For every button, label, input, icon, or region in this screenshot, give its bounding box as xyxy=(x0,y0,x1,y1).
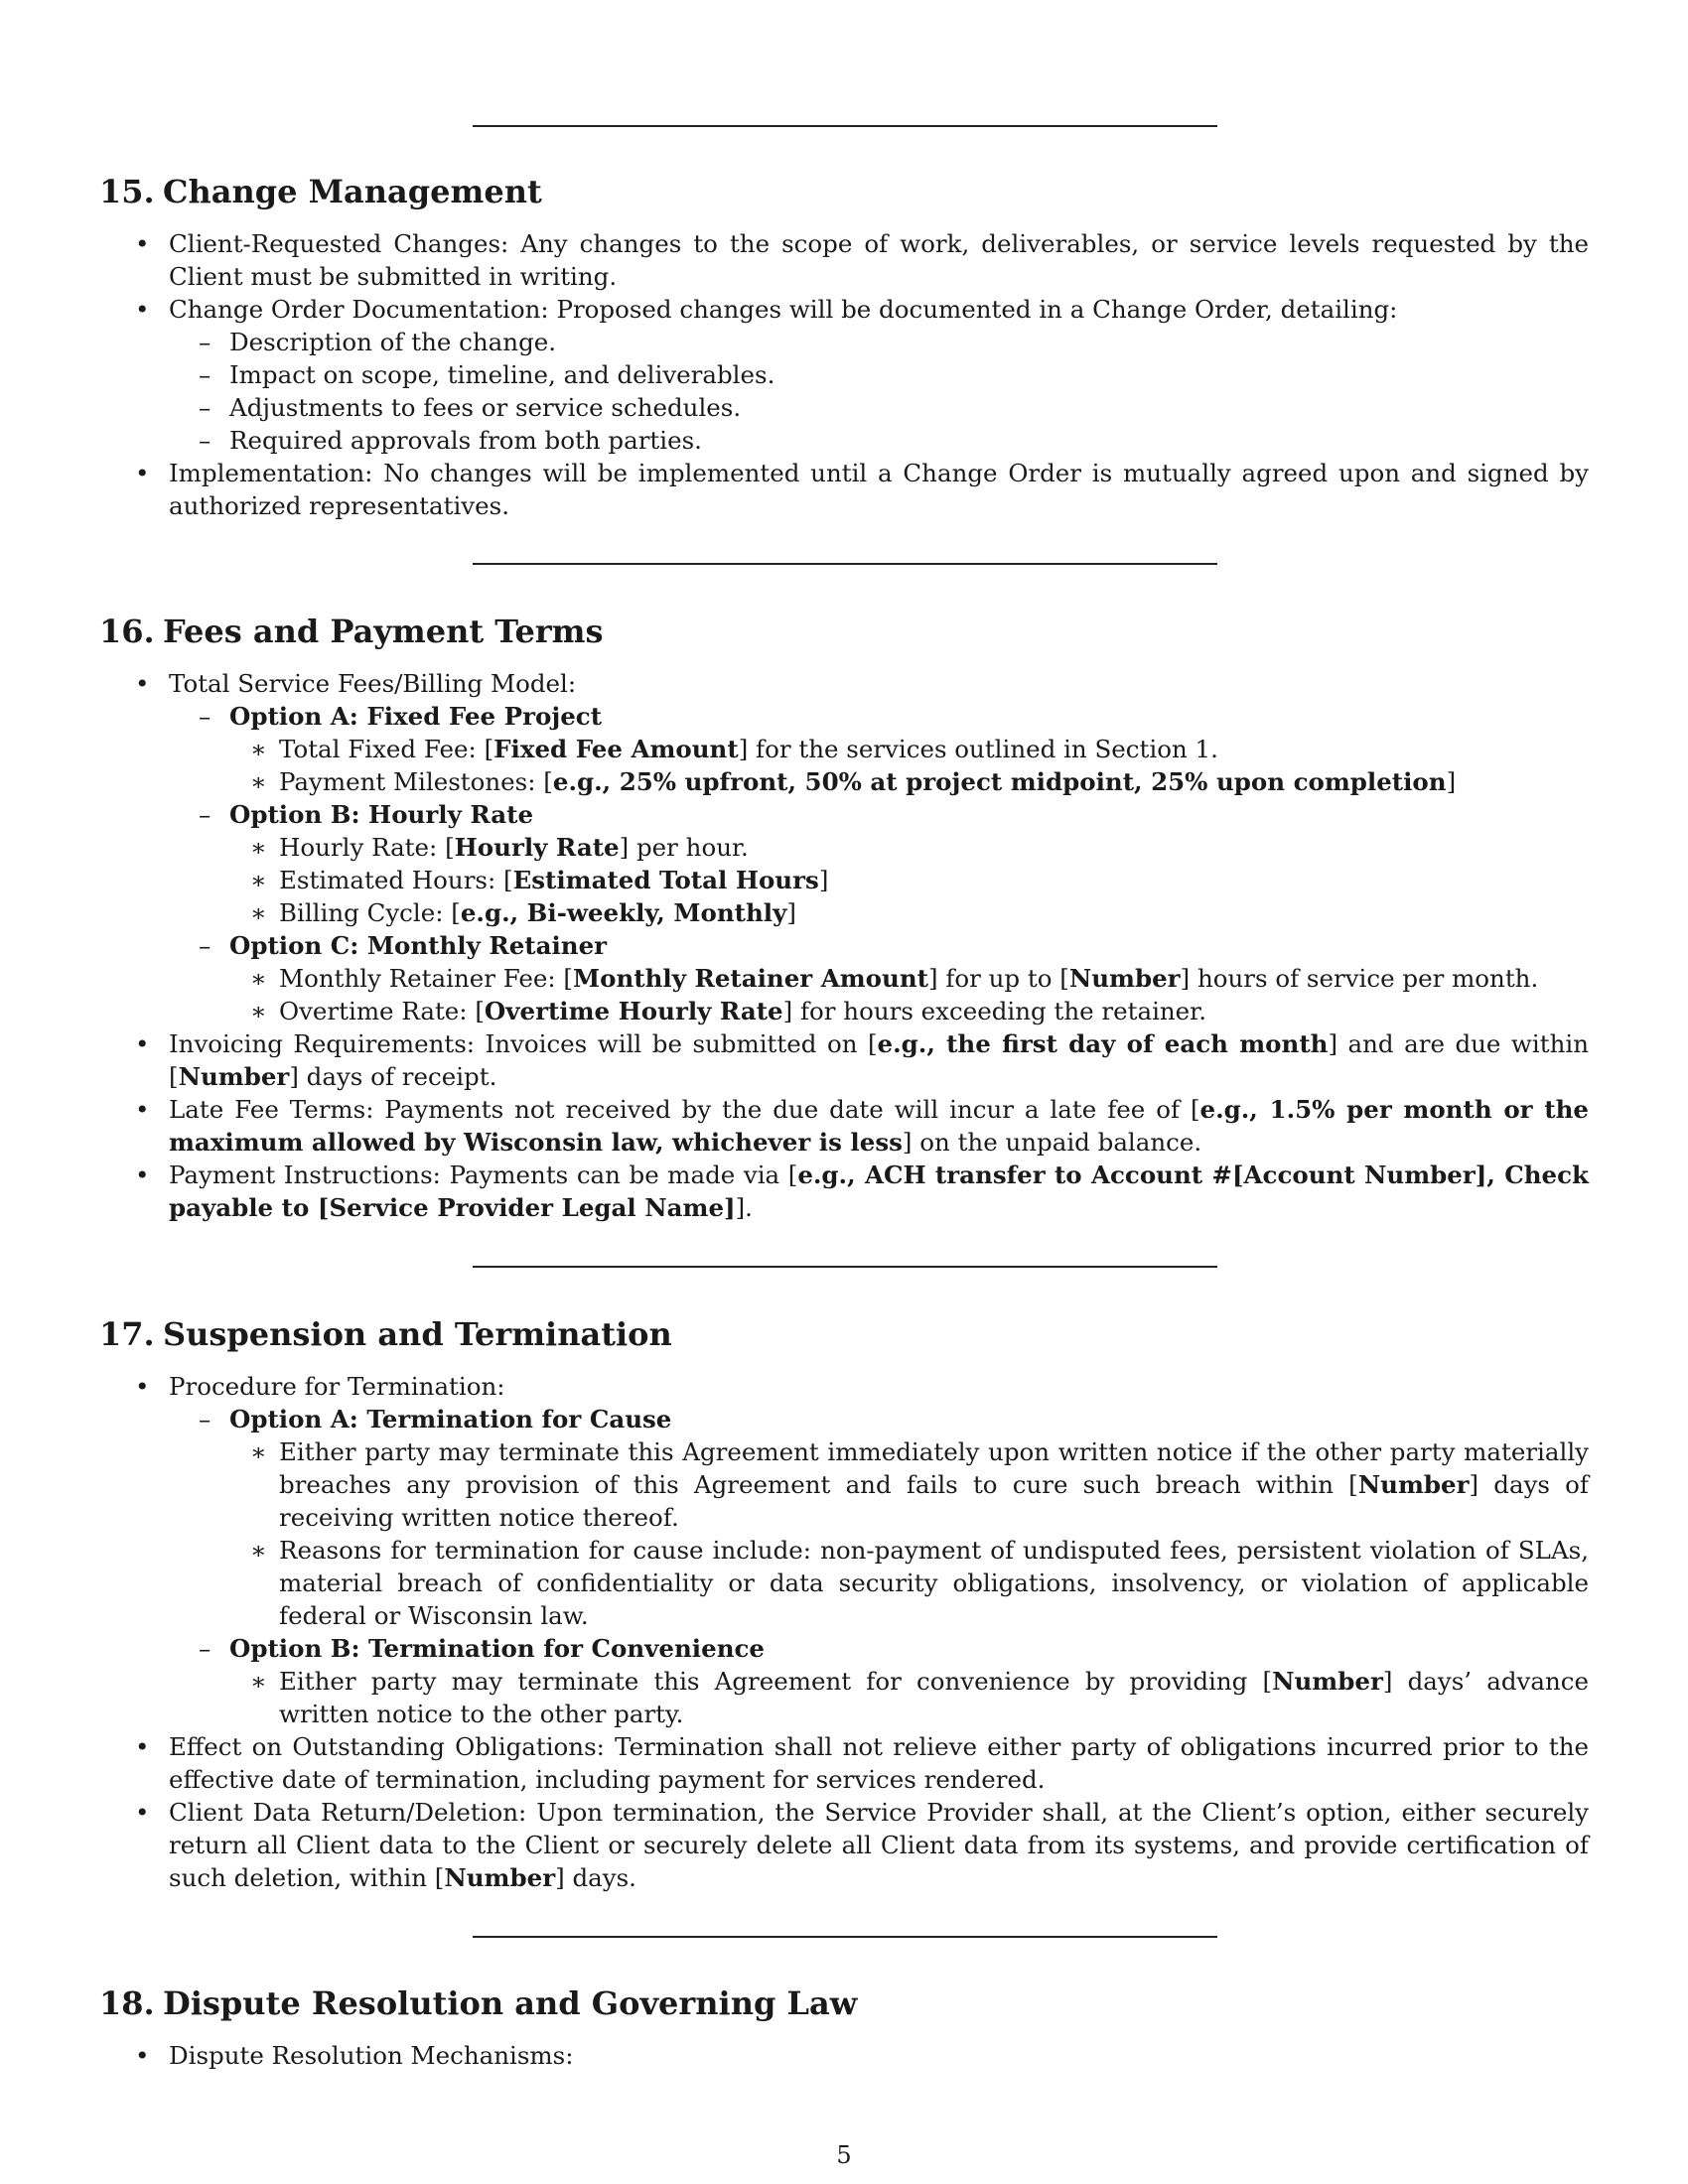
section-17-list xyxy=(99,1370,1589,1894)
list-item: • Total Service Fees/Billing Model: xyxy=(135,669,577,698)
list-item: • Procedure for Termination: xyxy=(135,1372,505,1401)
list-item: – Description of the change. xyxy=(199,328,557,356)
section-divider xyxy=(473,1266,1217,1268)
list-item: • Change Order Documentation: Proposed changes will be documented in a Change Order, detailing: xyxy=(135,295,1398,324)
option-heading: – Option A: Termination for Cause xyxy=(199,1405,672,1433)
list-item: ∗ Estimated Hours: [Estimated Total Hours] xyxy=(250,866,829,894)
section-18-list xyxy=(99,2039,1589,2072)
section-divider xyxy=(473,1936,1217,1938)
option-heading: – Option C: Monthly Retainer xyxy=(199,931,608,960)
list-item: • Invoicing Requirements: Invoices will be submitted on [e.g., the first day of each month] and are due within [Number] days of receipt. xyxy=(135,1029,1589,1091)
list-item: ∗ Reasons for termination for cause include: non-payment of undisputed fees, persistent violation of SLAs, material breach of confidentiality or data security obligations, insolvency, or violation of applicable federal or Wisconsin law. xyxy=(250,1536,1589,1630)
list-item: • Effect on Outstanding Obligations: Termination shall not relieve either party of obligations incurred prior to the effective date of termination, including payment for services rendered. xyxy=(135,1732,1589,1794)
list-item: ∗ Either party may terminate this Agreement for convenience by providing [Number] days’ advance written notice to the other party. xyxy=(250,1667,1589,1728)
section-16-list xyxy=(99,667,1589,1224)
list-item: • Late Fee Terms: Payments not received by the due date will incur a late fee of [e.g., 1.5% per month or the maximum allowed by Wisconsin law, whichever is less] on the unpaid balance. xyxy=(135,1095,1589,1157)
option-heading: – Option B: Hourly Rate xyxy=(199,800,534,829)
page-number: 5 xyxy=(836,2141,852,2169)
list-item: – Impact on scope, timeline, and deliverables. xyxy=(199,360,775,389)
section-divider xyxy=(473,563,1217,565)
section-divider xyxy=(473,125,1217,127)
list-item: ∗ Either party may terminate this Agreement immediately upon written notice if the other party materially breaches any provision of this Agreement and fails to cure such breach within [Number] days of receiving written notice thereof. xyxy=(250,1437,1590,1532)
section-heading-15: 15. Change Management xyxy=(99,173,542,210)
list-item: • Payment Instructions: Payments can be made via [e.g., ACH transfer to Account #[Account Number], Check payable to [Service Provider Legal Name]]. xyxy=(135,1160,1589,1222)
section-heading-16: 16. Fees and Payment Terms xyxy=(99,613,604,650)
list-item: ∗ Hourly Rate: [Hourly Rate] per hour. xyxy=(250,833,749,862)
option-heading: – Option A: Fixed Fee Project xyxy=(199,702,603,731)
section-15-list xyxy=(99,227,1589,522)
section-heading-17: 17. Suspension and Termination xyxy=(99,1315,672,1353)
list-item: • Client-Requested Changes: Any changes to the scope of work, deliverables, or service levels requested by the Client must be submitted in writing. xyxy=(135,229,1589,291)
section-heading-18: 18. Dispute Resolution and Governing Law xyxy=(99,1984,858,2022)
list-item: • Client Data Return/Deletion: Upon termination, the Service Provider shall, at the Client’s option, either securely return all Client data to the Client or securely delete all Client data from its systems, and provide certification of such deletion, within [Number] days. xyxy=(135,1798,1589,1892)
list-item: – Required approvals from both parties. xyxy=(199,426,702,455)
list-item: • Dispute Resolution Mechanisms: xyxy=(135,2041,574,2070)
list-item: ∗ Overtime Rate: [Overtime Hourly Rate] for hours exceeding the retainer. xyxy=(250,997,1206,1025)
list-item: ∗ Billing Cycle: [e.g., Bi-weekly, Monthly] xyxy=(250,898,796,927)
list-item: ∗ Payment Milestones: [e.g., 25% upfront, 50% at project midpoint, 25% upon completion] xyxy=(250,767,1457,796)
list-item: ∗ Total Fixed Fee: [Fixed Fee Amount] for the services outlined in Section 1. xyxy=(250,735,1218,763)
list-item: – Adjustments to fees or service schedules. xyxy=(199,393,742,422)
option-heading: – Option B: Termination for Convenience xyxy=(199,1634,766,1663)
list-item: ∗ Monthly Retainer Fee: [Monthly Retainer Amount] for up to [Number] hours of service per month. xyxy=(250,964,1539,993)
list-item: • Implementation: No changes will be implemented until a Change Order is mutually agreed upon and signed by authorized representatives. xyxy=(135,459,1589,520)
